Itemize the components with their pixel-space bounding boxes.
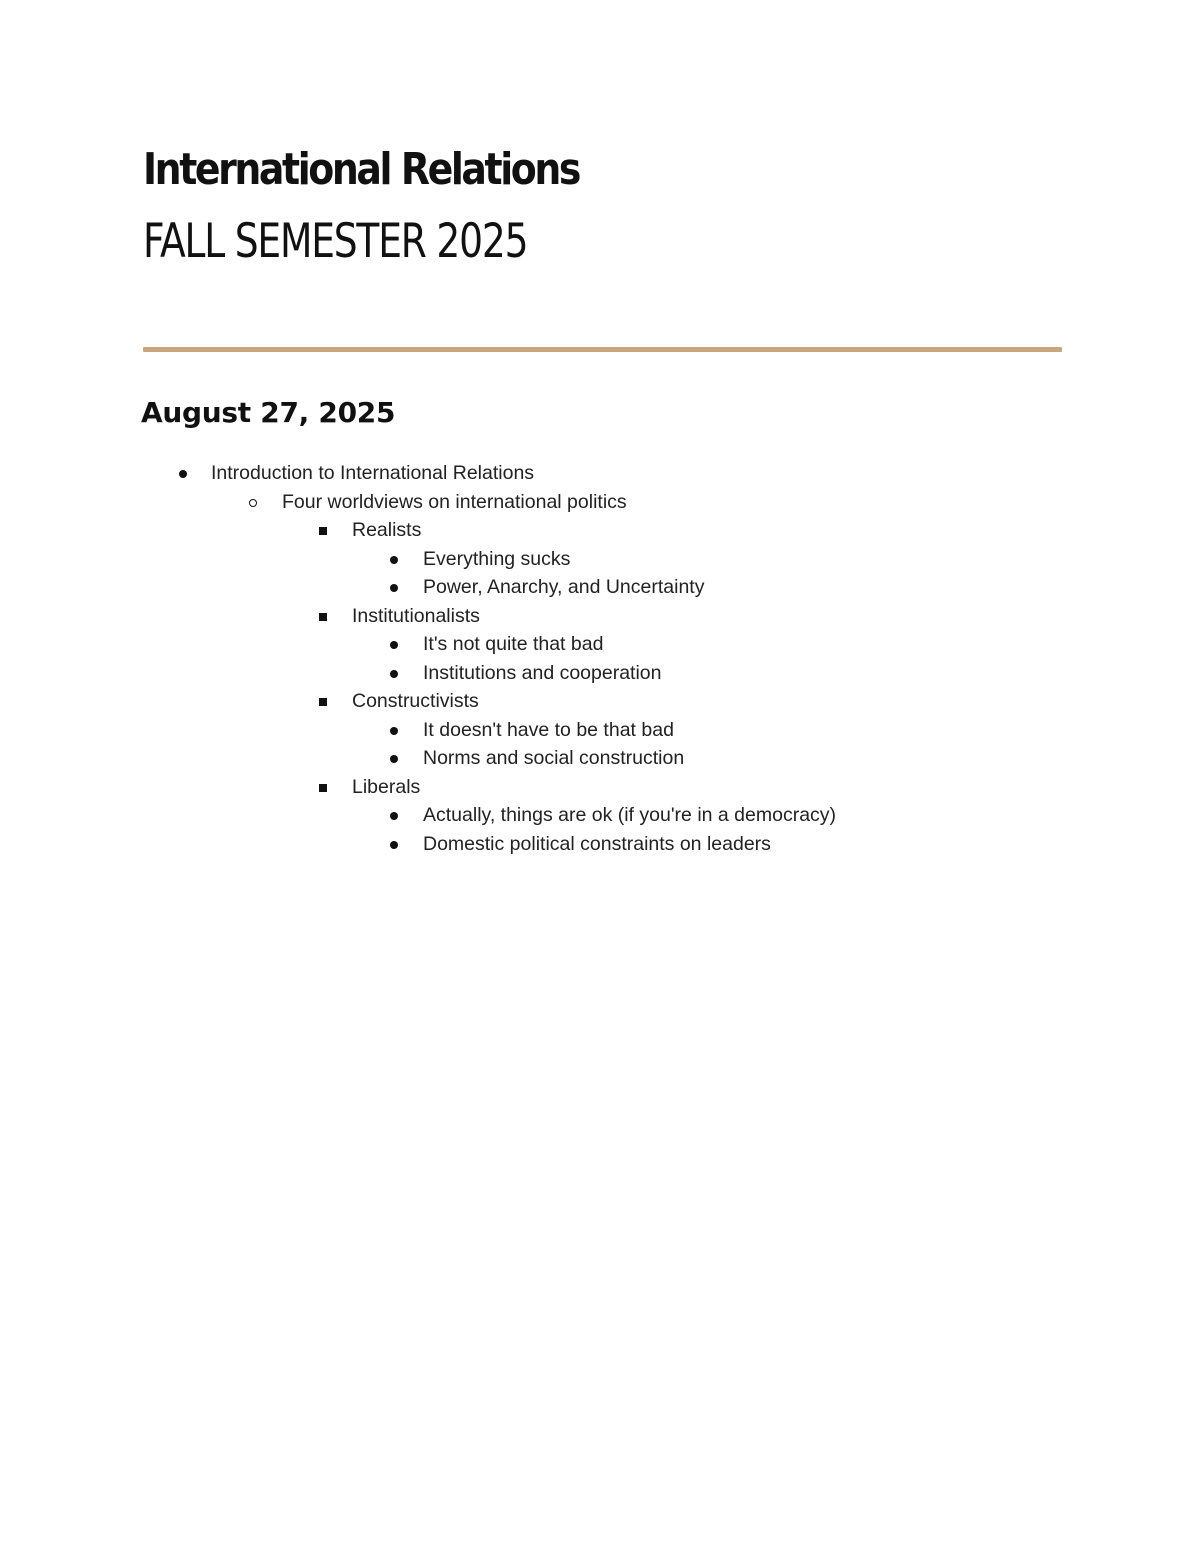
outline-point-label: Institutions and cooperation [423, 661, 662, 684]
bullet-hollow-circle-icon [249, 499, 257, 507]
bullet-filled-circle-icon [390, 841, 398, 849]
outline-point-label: It's not quite that bad [423, 633, 604, 655]
date-heading: August 27, 2025 [141, 396, 396, 429]
bullet-filled-circle-icon [390, 556, 398, 564]
bullet-square-icon [319, 784, 327, 792]
bullet-square-icon [319, 613, 327, 621]
bullet-square-icon [319, 698, 327, 706]
outline-point [0, 744, 1200, 773]
outline-point-label: Power, Anarchy, and Uncertainty [423, 576, 705, 598]
bullet-filled-circle-icon [179, 470, 187, 478]
outline-item-intro [0, 459, 1200, 488]
bullet-filled-circle-icon [390, 641, 398, 649]
document-subtitle: FALL SEMESTER 2025 [143, 214, 528, 269]
outline-point [0, 630, 1200, 659]
lecture-outline [0, 459, 1200, 858]
outline-item-constructivists [0, 687, 1200, 716]
outline-point [0, 545, 1200, 574]
bullet-filled-circle-icon [390, 727, 398, 735]
outline-item-realists [0, 516, 1200, 545]
outline-item-liberals [0, 773, 1200, 802]
outline-item-label: Introduction to International Relations [211, 462, 535, 484]
bullet-filled-circle-icon [390, 812, 398, 820]
section-divider [143, 347, 1062, 352]
outline-item-label: Realists [352, 519, 422, 541]
bullet-filled-circle-icon [390, 584, 398, 592]
outline-item-label: Liberals [352, 775, 421, 798]
outline-point-label: It doesn't have to be that bad [423, 718, 674, 741]
bullet-filled-circle-icon [390, 670, 398, 678]
outline-item-worldviews [0, 488, 1200, 517]
outline-point [0, 830, 1200, 859]
outline-item-label: Four worldviews on international politics [282, 490, 627, 513]
outline-point-label: Domestic political constraints on leaders [423, 832, 771, 855]
document-title: International Relations [143, 144, 580, 195]
bullet-square-icon [319, 527, 327, 535]
outline-item-label: Constructivists [352, 690, 479, 712]
outline-point-label: Actually, things are ok (if you're in a democracy) [423, 804, 837, 826]
outline-point [0, 573, 1200, 602]
outline-item-label: Institutionalists [352, 604, 480, 627]
outline-point-label: Everything sucks [423, 547, 571, 570]
outline-point [0, 659, 1200, 688]
outline-point [0, 716, 1200, 745]
outline-item-institutionalists [0, 602, 1200, 631]
outline-point [0, 801, 1200, 830]
bullet-filled-circle-icon [390, 755, 398, 763]
outline-point-label: Norms and social construction [423, 747, 685, 769]
